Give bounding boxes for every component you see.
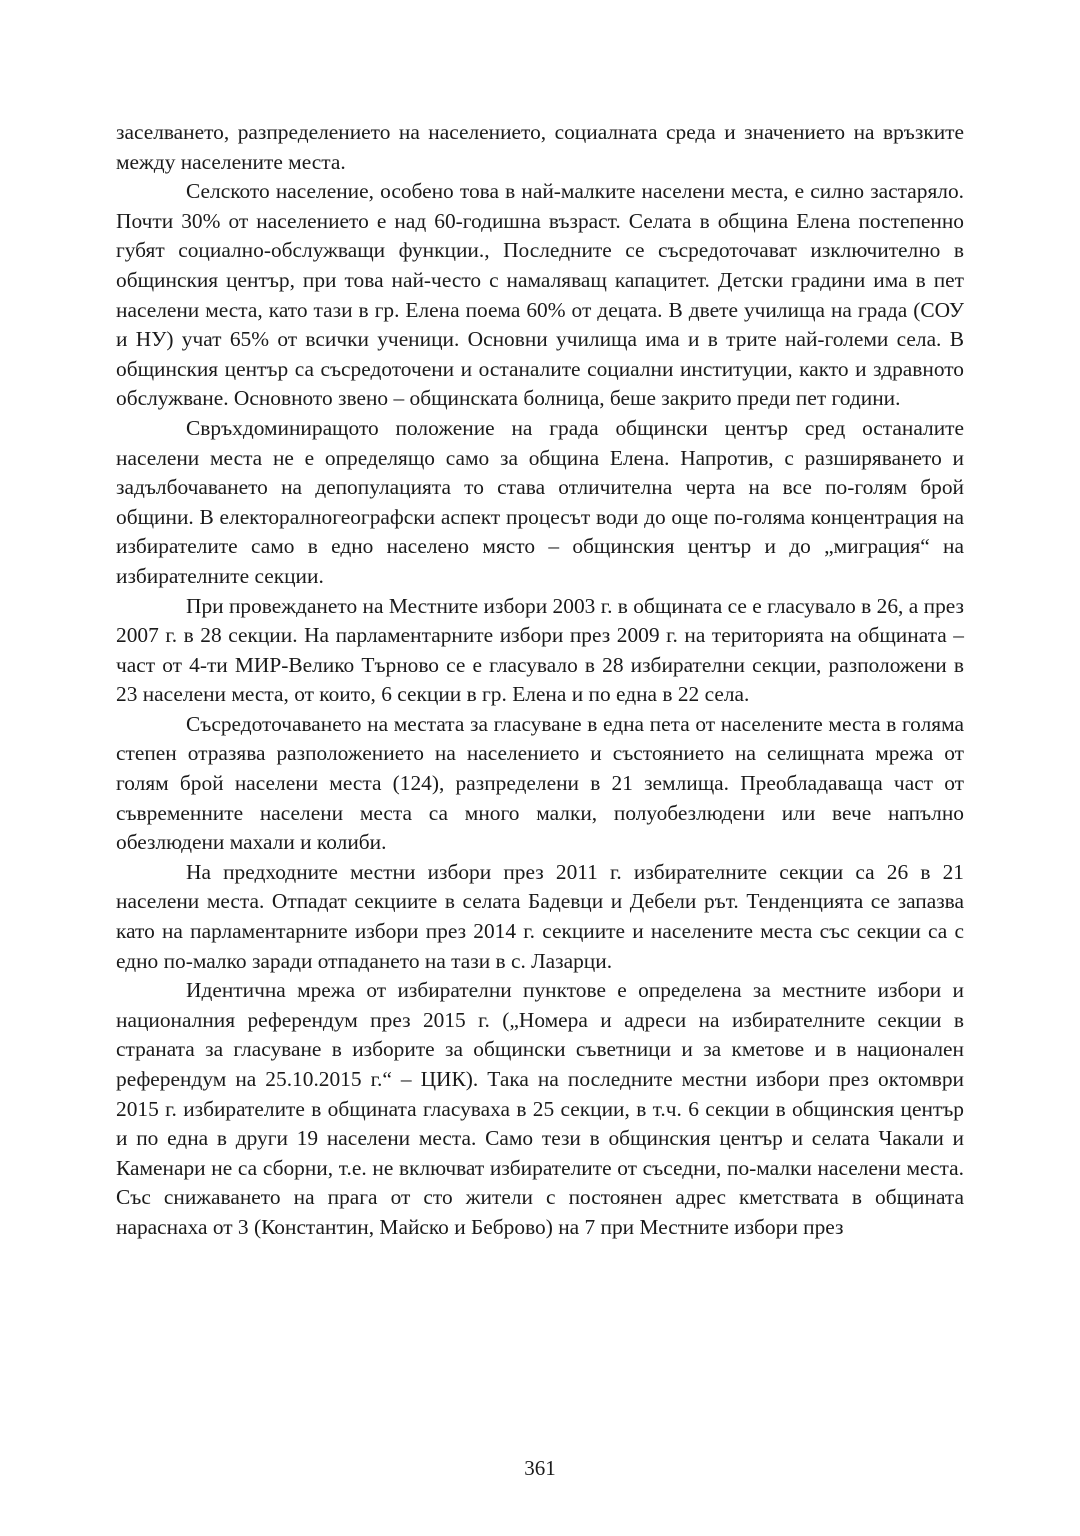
paragraph: На предходните местни избори през 2011 г. избирателните секции са 26 в 21 населени места. Отпадат секциите в селата Бадевци и Дебели рът. Тенденцията се запазва като на парламентарните избори през 2014 г. секциите и населените места със секции са с едно по-малко заради отпадането на тази в с. Лазарци.: [116, 859, 964, 973]
paragraph: Съсредоточаването на местата за гласуване в една пета от населените места в голяма степен отразява разположението на населението и състоянието на селищната мрежа от голям брой населени места (124), разпределени в 21 землища. Преобладаваща част от съвременните населени места са много малки, полуобезлюдени или вече напълно обезлюдени махали и колиби.: [116, 711, 964, 855]
body-text: [116, 118, 964, 1243]
paragraph: Селското население, особено това в най-малките населени места, е силно застаряло. Почти 30% от населението е над 60-годишна възраст. Селата в община Елена постепенно губят социално-обслужващи функции., Последните се съсредоточават изключително в общинския център, при това най-често с намаляващ капацитет. Детски градини има в пет населени места, като тази в гр. Елена поема 60% от децата. В двете училища на града (СОУ и НУ) учат 65% от всички ученици. Основни училища има и в трите най-големи села. В общинския център са съсредоточени и останалите социални институции, както и здравното обслужване. Основното звено – общинската болница, беше закрито преди пет години.: [116, 179, 964, 411]
page-number: 361: [524, 1456, 556, 1480]
paragraph: заселването, разпределението на населението, социалната среда и значението на връзките между населените места.: [116, 120, 964, 174]
paragraph: Идентична мрежа от избирателни пунктове е определена за местните избори и националния референдум през 2015 г. („Номера и адреси на избирателните секции в страната за гласуване в изборите за общински съветници и за кметове и в национален референдум на 25.10.2015 г.“ – ЦИК). Така на последните местни избори през октомври 2015 г. избирателите в общината гласуваха в 25 секции, в т.ч. 6 секции в общинския център и по една в други 19 населени места. Само тези в общинския център и селата Чакали и Каменари не са сборни, т.е. не включват избирателите от съседни, по-малки населени места. Със снижаването на прага от сто жители с постоянен адрес кметствата в общината нараснаха от 3 (Константин, Майско и Беброво) на 7 при Местните избори през: [116, 978, 964, 1239]
paragraph: При провеждането на Местните избори 2003 г. в общината се е гласувало в 26, а през 2007 г. в 28 секции. На парламентарните избори през 2009 г. на територията на общината – част от 4-ти МИР-Велико Търново се е гласувало в 28 избирателни секции, разположени в 23 населени места, от които, 6 секции в гр. Елена и по една в 22 села.: [116, 593, 964, 707]
paragraph: Свръхдоминиращото положение на града общински център сред останалите населени места не е определящо само за община Елена. Напротив, с разширяването и задълбочаването на депопулацията то става отличителна черта на все по-голям брой общини. В електоралногеографски аспект процесът води до още по-голяма концентрация на избирателите само в едно населено място – общинския център и до „миграция“ на избирателните секции.: [116, 415, 964, 588]
